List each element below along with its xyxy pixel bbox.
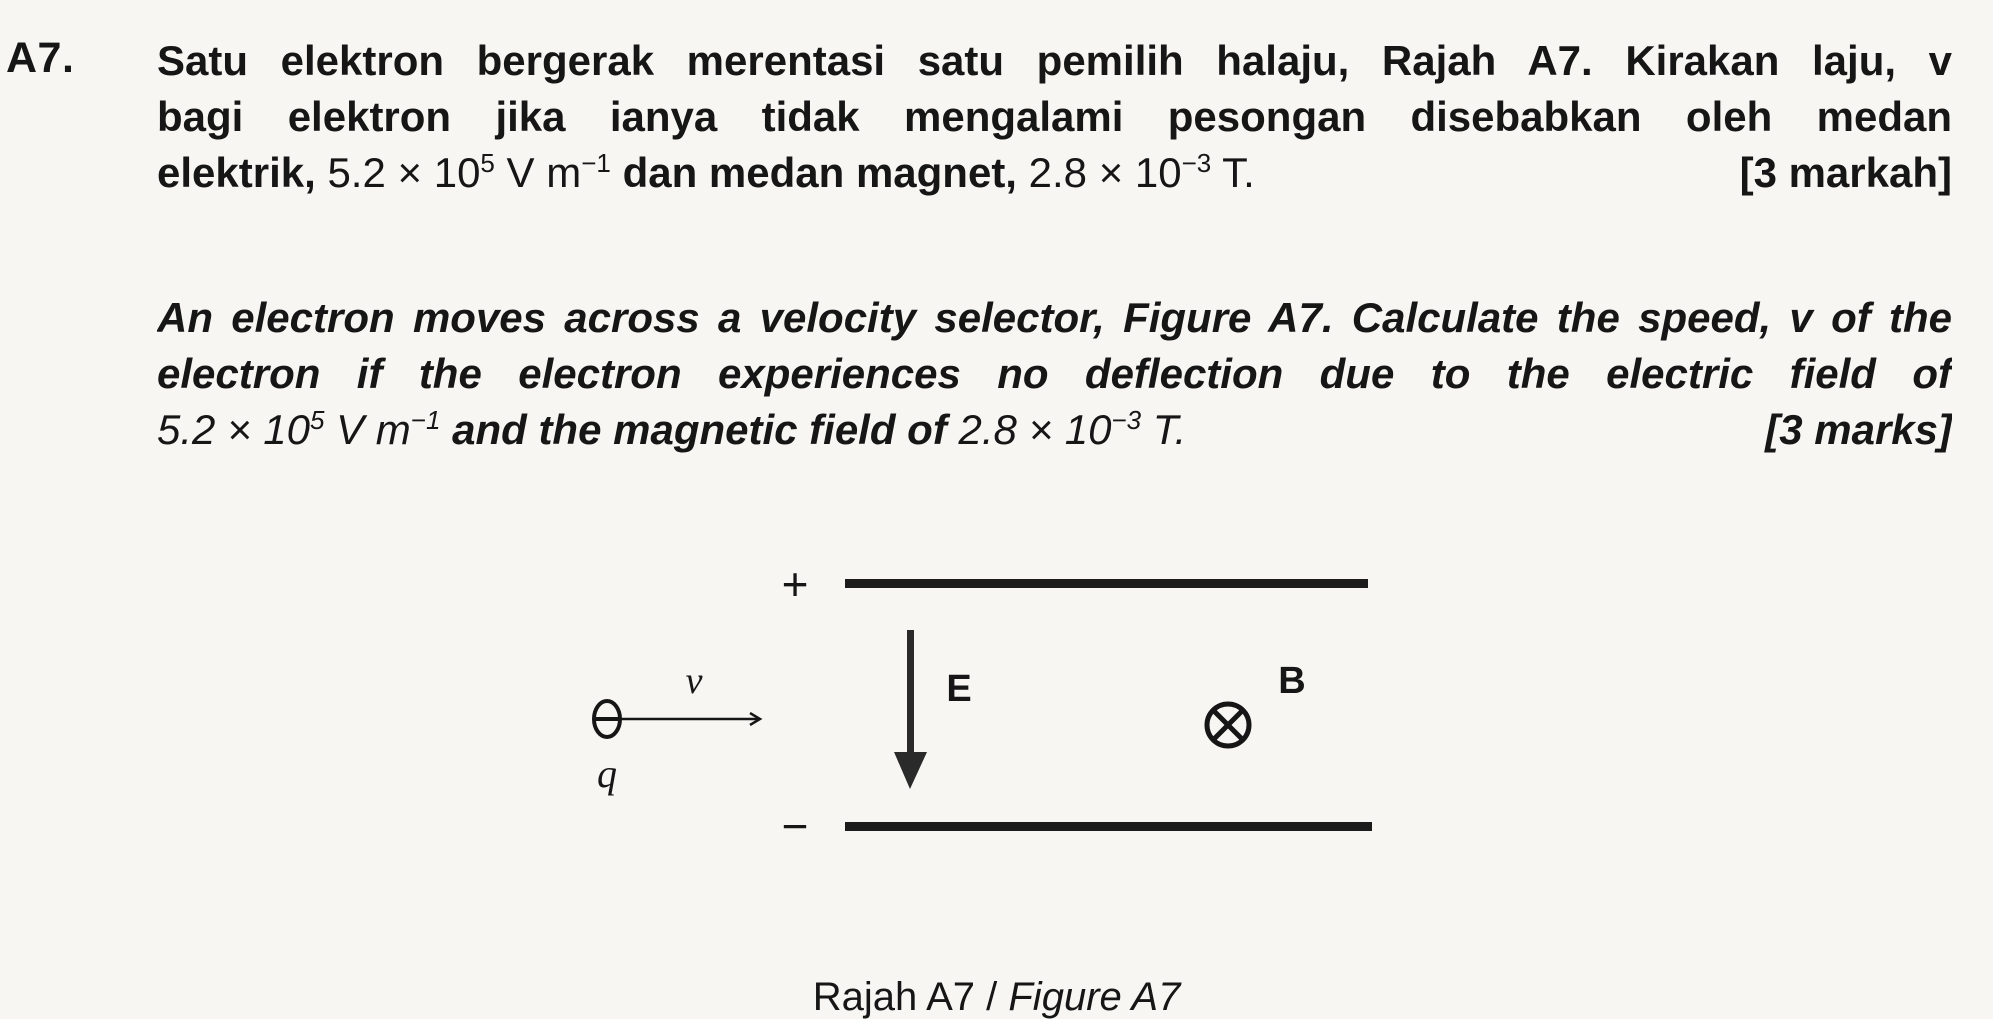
malay-middle: dan medan magnet, [622, 149, 1017, 196]
malay-line-3 [157, 145, 1952, 201]
caption-separator: / [975, 975, 1009, 1019]
malay-electric-field: $5.2 \times 10^5$ V $m^{-1}$ [327, 148, 611, 196]
question-text-english [157, 290, 1952, 458]
question-text-malay [157, 33, 1952, 201]
positive-sign: + [781, 558, 809, 610]
negative-sign: − [781, 800, 809, 852]
electric-field-arrow [894, 630, 927, 789]
malay-prefix: elektrik, [157, 149, 316, 196]
caption-english: Figure A7 [1008, 975, 1181, 1019]
caption-malay: Rajah A7 [812, 975, 976, 1019]
english-line-3 [157, 402, 1952, 458]
malay-line-2: bagi elektron jika ianya tidak mengalami pesongan disebabkan oleh medan [157, 93, 1952, 140]
electric-field-label: E [946, 668, 972, 710]
negative-plate [845, 822, 1372, 831]
magnetic-field-label: B [1278, 660, 1306, 702]
figure-caption [0, 975, 1993, 1019]
english-marks: [3 marks] [1765, 406, 1952, 453]
english-middle: and the magnetic field of [452, 406, 947, 453]
positive-plate [845, 579, 1368, 588]
electron-symbol [594, 701, 620, 737]
question-number: A7. [6, 34, 75, 82]
english-magnetic-field: $2.8 \times 10^{-3}$ T. [958, 405, 1187, 453]
charge-label: q [597, 751, 617, 796]
malay-magnetic-field: $2.8 \times 10^{-3}$ T. [1028, 148, 1255, 196]
malay-marks: [3 markah] [1739, 149, 1952, 196]
magnetic-field-into-page-icon [1207, 704, 1249, 746]
malay-line-1: Satu elektron bergerak merentasi satu pemilih halaju, Rajah A7. Kirakan laju, v [157, 37, 1952, 84]
english-line-1: An electron moves across a velocity selector, Figure A7. Calculate the speed, v of the [157, 294, 1952, 341]
english-electric-field: $5.2 \times 10^5$ V $m^{-1}$ [157, 405, 441, 453]
english-line-2: electron if the electron experiences no deflection due to the electric field of [157, 350, 1952, 397]
velocity-label: v [685, 660, 703, 702]
